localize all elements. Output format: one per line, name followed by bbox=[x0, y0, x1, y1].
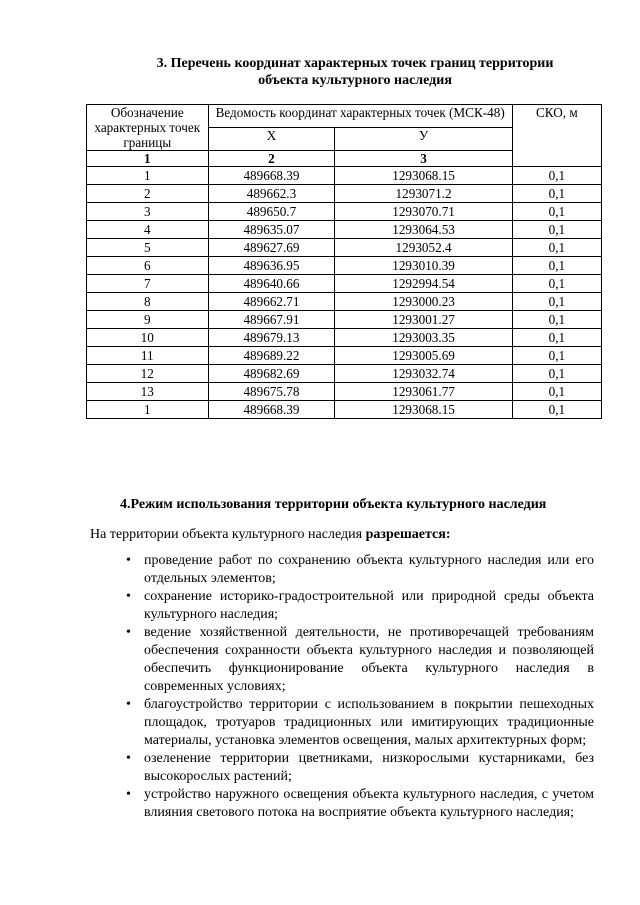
sko-cell: 0,1 bbox=[512, 221, 601, 239]
table-row bbox=[87, 203, 602, 221]
bullet-icon: • bbox=[126, 625, 131, 640]
bullet-icon: • bbox=[126, 697, 131, 712]
sko-cell: 0,1 bbox=[512, 239, 601, 257]
table-row bbox=[87, 257, 602, 275]
list-item bbox=[126, 624, 594, 696]
list-item-text: благоустройство территории с использованием в покрытии пешеходных площадок, тротуаров традиционных или имитирующих традиционные материалы, установка элементов освещения, малых архитектурных форм; bbox=[144, 697, 594, 748]
point-cell: 2 bbox=[87, 185, 209, 203]
y-cell: 1293005.69 bbox=[335, 347, 512, 365]
table-row bbox=[87, 401, 602, 419]
list-item-text: устройство наружного освещения объекта культурного наследия, с учетом влияния светового потока на восприятие объекта культурного наследия; bbox=[144, 787, 594, 820]
x-cell: 489650.7 bbox=[208, 203, 335, 221]
sko-cell: 0,1 bbox=[512, 383, 601, 401]
point-cell: 1 bbox=[87, 167, 209, 185]
table-row bbox=[87, 293, 602, 311]
x-cell: 489667.91 bbox=[208, 311, 335, 329]
x-cell: 489635.07 bbox=[208, 221, 335, 239]
sko-cell: 0,1 bbox=[512, 167, 601, 185]
point-cell: 6 bbox=[87, 257, 209, 275]
y-cell: 1293001.27 bbox=[335, 311, 512, 329]
table-row bbox=[87, 365, 602, 383]
sko-cell: 0,1 bbox=[512, 329, 601, 347]
sko-cell: 0,1 bbox=[512, 203, 601, 221]
coordinates-table bbox=[86, 104, 602, 419]
y-cell: 1293071.2 bbox=[335, 185, 512, 203]
table-row bbox=[87, 311, 602, 329]
column-number-2: 2 bbox=[208, 151, 335, 167]
point-cell: 8 bbox=[87, 293, 209, 311]
column-number-3: 3 bbox=[335, 151, 512, 167]
list-item bbox=[126, 750, 594, 786]
column-number-1: 1 bbox=[87, 151, 209, 167]
point-cell: 7 bbox=[87, 275, 209, 293]
y-cell: 1293061.77 bbox=[335, 383, 512, 401]
y-cell: 1292994.54 bbox=[335, 275, 512, 293]
list-item-text: озеленение территории цветниками, низкорослыми кустарниками, без высокорослых растений; bbox=[144, 751, 594, 784]
y-cell: 1293010.39 bbox=[335, 257, 512, 275]
list-item bbox=[126, 786, 594, 822]
y-cell: 1293064.53 bbox=[335, 221, 512, 239]
bullet-icon: • bbox=[126, 589, 131, 604]
list-item bbox=[126, 588, 594, 624]
table-row bbox=[87, 275, 602, 293]
list-item-text: проведение работ по сохранению объекта культурного наследия или его отдельных элементов; bbox=[144, 553, 594, 586]
point-cell: 5 bbox=[87, 239, 209, 257]
sko-cell: 0,1 bbox=[512, 401, 601, 419]
point-cell: 12 bbox=[87, 365, 209, 383]
x-cell: 489627.69 bbox=[208, 239, 335, 257]
allowed-activities-list bbox=[126, 552, 594, 822]
list-item-text: сохранение историко-градостроительной или природной среды объекта культурного наследия; bbox=[144, 589, 594, 622]
x-cell: 489668.39 bbox=[208, 401, 335, 419]
y-cell: 1293000.23 bbox=[335, 293, 512, 311]
section-3-title-line2: объекта культурного наследия bbox=[258, 73, 452, 88]
x-cell: 489640.66 bbox=[208, 275, 335, 293]
coordinates-table-body bbox=[87, 167, 602, 419]
section-3-title-line1: 3. Перечень координат характерных точек границ территории bbox=[156, 56, 554, 71]
list-item bbox=[126, 696, 594, 750]
header-x: X bbox=[208, 128, 335, 151]
point-cell: 13 bbox=[87, 383, 209, 401]
bullet-icon: • bbox=[126, 787, 131, 802]
y-cell: 1293032.74 bbox=[335, 365, 512, 383]
x-cell: 489682.69 bbox=[208, 365, 335, 383]
header-point-designation: Обозначение характерных точек границы bbox=[87, 105, 209, 151]
header-sko: СКО, м bbox=[512, 105, 601, 167]
intro-bold: разрешается: bbox=[365, 527, 451, 542]
point-cell: 10 bbox=[87, 329, 209, 347]
sko-cell: 0,1 bbox=[512, 257, 601, 275]
section-3-heading bbox=[90, 55, 620, 89]
x-cell: 489662.71 bbox=[208, 293, 335, 311]
section-4-intro bbox=[90, 527, 451, 543]
point-cell: 1 bbox=[87, 401, 209, 419]
bullet-icon: • bbox=[126, 751, 131, 766]
point-cell: 9 bbox=[87, 311, 209, 329]
table-row bbox=[87, 221, 602, 239]
x-cell: 489636.95 bbox=[208, 257, 335, 275]
point-cell: 11 bbox=[87, 347, 209, 365]
y-cell: 1293068.15 bbox=[335, 401, 512, 419]
y-cell: 1293070.71 bbox=[335, 203, 512, 221]
y-cell: 1293003.35 bbox=[335, 329, 512, 347]
sko-cell: 0,1 bbox=[512, 311, 601, 329]
x-cell: 489689.22 bbox=[208, 347, 335, 365]
table-row bbox=[87, 329, 602, 347]
y-cell: 1293068.15 bbox=[335, 167, 512, 185]
sko-cell: 0,1 bbox=[512, 275, 601, 293]
intro-text: На территории объекта культурного наследия bbox=[90, 527, 366, 542]
sko-cell: 0,1 bbox=[512, 365, 601, 383]
x-cell: 489662.3 bbox=[208, 185, 335, 203]
header-y: У bbox=[335, 128, 512, 151]
x-cell: 489675.78 bbox=[208, 383, 335, 401]
list-item bbox=[126, 552, 594, 588]
point-cell: 3 bbox=[87, 203, 209, 221]
point-cell: 4 bbox=[87, 221, 209, 239]
sko-cell: 0,1 bbox=[512, 347, 601, 365]
x-cell: 489679.13 bbox=[208, 329, 335, 347]
x-cell: 489668.39 bbox=[208, 167, 335, 185]
table-row bbox=[87, 347, 602, 365]
table-row bbox=[87, 167, 602, 185]
section-4-heading: 4.Режим использования территории объекта культурного наследия bbox=[120, 497, 547, 512]
table-row bbox=[87, 383, 602, 401]
list-item-text: ведение хозяйственной деятельности, не противоречащей требованиям обеспечения сохранности объекта культурного наследия и позволяющей обеспечить функционирование объекта культурного наследия в современных условиях; bbox=[144, 625, 594, 694]
table-row bbox=[87, 185, 602, 203]
bullet-icon: • bbox=[126, 553, 131, 568]
sko-cell: 0,1 bbox=[512, 185, 601, 203]
y-cell: 1293052.4 bbox=[335, 239, 512, 257]
sko-cell: 0,1 bbox=[512, 293, 601, 311]
header-coordinates: Ведомость координат характерных точек (МСК-48) bbox=[208, 105, 512, 128]
table-row bbox=[87, 239, 602, 257]
